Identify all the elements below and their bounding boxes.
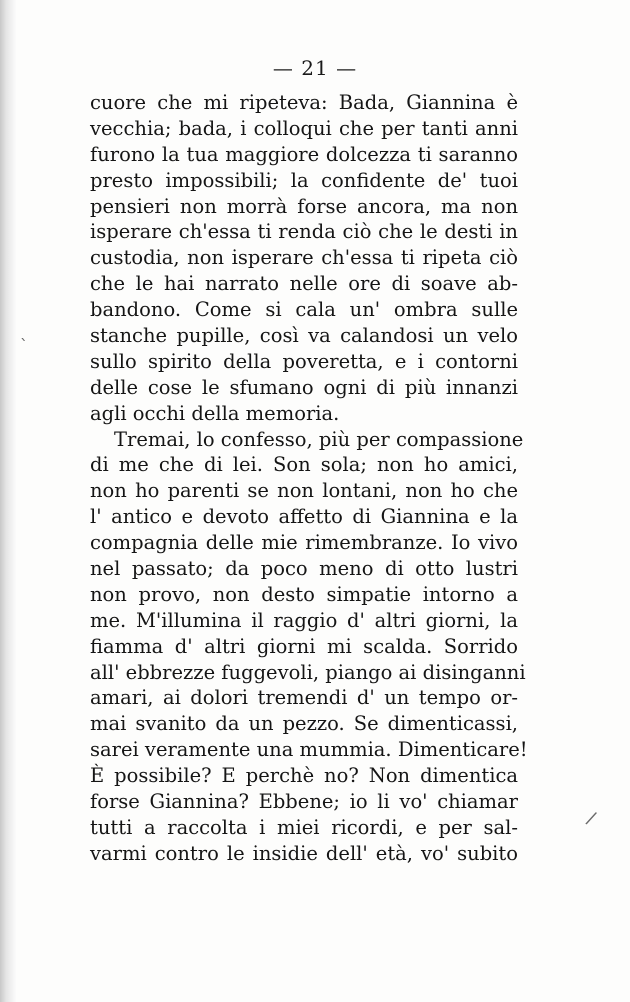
text-line: cuore che mi ripeteva: Bada, Giannina è [90,91,518,114]
text-line: non ho parenti se non lontani, non ho che [90,479,518,503]
text-line: mai svanito da un pezzo. Se dimenticassi, [90,712,518,736]
text-line: sullo spirito della poveretta, e i contorni [90,349,518,373]
text-line: non provo, non desto simpatie intorno a [90,582,518,606]
text-line: fiamma d' altri giorni mi scalda. Sorrido [90,634,518,658]
text-line: sarei veramente una mummia. Dimenticare! [90,738,528,762]
text-line: compagnia delle mie rimembranze. Io vivo [90,531,518,555]
text-line: vecchia; bada, i colloqui che per tanti anni [90,116,518,140]
text-line: Tremai, lo confesso, più per compassione [114,427,524,451]
text-line: all' ebbrezze fuggevoli, piango ai disinganni [90,660,526,684]
text-line: me. M'illumina il raggio d' altri giorni, la [90,608,518,632]
body-text [90,90,528,867]
text-line: varmi contro le insidie dell' età, vo' subito [90,841,518,865]
text-line: pensieri non morrà forse ancora, ma non [90,194,518,218]
text-line: bandono. Come si cala un' ombra sulle [90,298,518,322]
text-line: isperare ch'essa ti renda ciò che le desti in [90,220,518,244]
text-line: nel passato; da poco meno di otto lustri [90,557,518,581]
margin-mark: ˋ [20,336,28,355]
text-line: forse Giannina? Ebbene; io li vo' chiamar [90,790,518,814]
text-line: presto impossibili; la confidente de' tuoi [90,168,518,192]
text-line: stanche pupille, così va calandosi un velo [90,324,518,348]
text-line: l' antico e devoto affetto di Giannina e la [90,505,518,529]
margin-mark: / [583,807,599,830]
page-number: — 21 — [272,56,358,80]
text-line: di me che di lei. Son sola; non ho amici, [90,453,518,477]
text-line: È possibile? E perchè no? Non dimentica [90,764,518,788]
text-line: che le hai narrato nelle ore di soave ab- [90,272,518,296]
text-line: tutti a raccolta i miei ricordi, e per sal- [90,815,518,839]
text-line: custodia, non isperare ch'essa ti ripeta ciò [90,246,518,270]
text-line: delle cose le sfumano ogni di più innanzi [90,375,518,399]
text-line: furono la tua maggiore dolcezza ti saranno [90,142,518,166]
spine-shadow [0,0,16,1002]
text-line: agli occhi della memoria. [90,401,340,425]
text-line: amari, ai dolori tremendi d' un tempo or- [90,686,518,710]
